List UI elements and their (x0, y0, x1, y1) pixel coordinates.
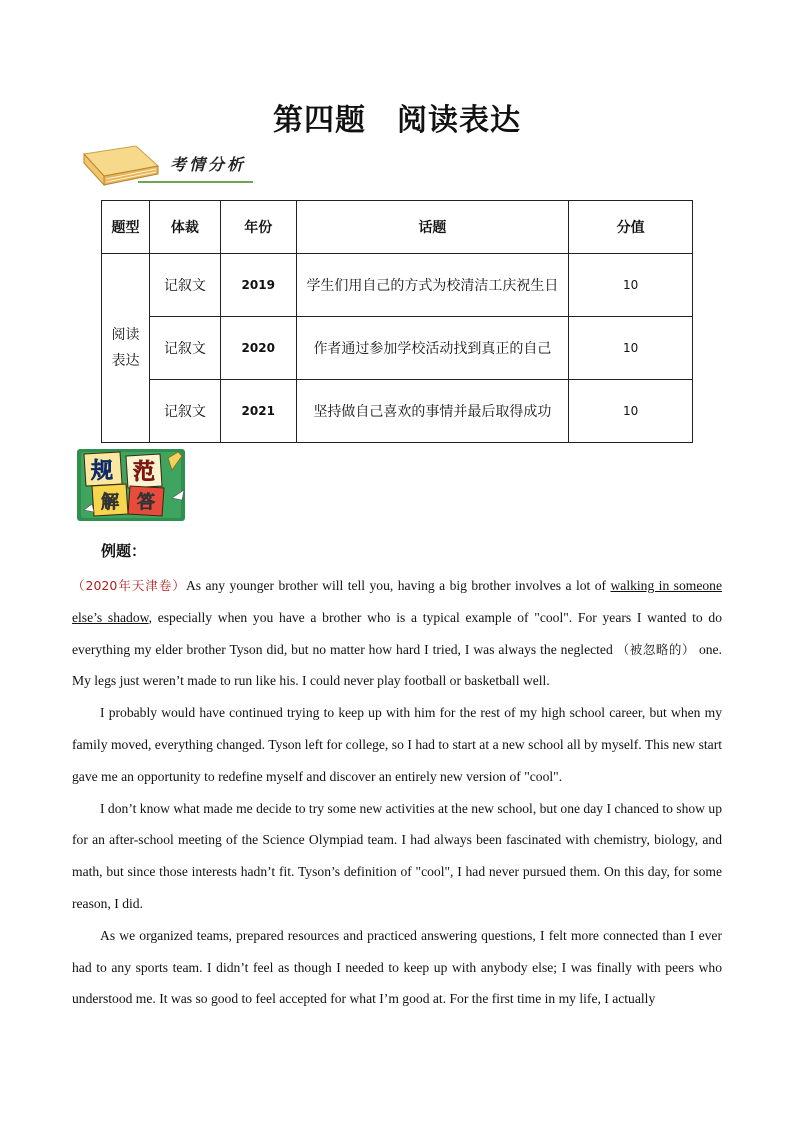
banner-label: 考情分析 (170, 155, 247, 174)
header-topic: 话题 (296, 201, 568, 254)
exam-analysis-banner (78, 142, 258, 192)
passage-source: （2020年天津卷） (72, 578, 186, 593)
header-genre: 体裁 (149, 201, 220, 254)
passage-text: As any younger brother will tell you, having a big brother involves a lot of (185, 578, 611, 593)
score-cell: 10 (569, 317, 693, 380)
year-cell: 2021 (220, 380, 296, 443)
badge-char-4: 答 (137, 492, 155, 513)
type-cell (102, 254, 150, 443)
chinese-gloss: （被忽略的） (616, 641, 696, 657)
table-row (102, 380, 693, 443)
page-title: 第四题 阅读表达 (273, 103, 521, 138)
header-score: 分值 (569, 201, 693, 254)
badge-char-3: 解 (101, 492, 119, 513)
example-label: 例题： (101, 542, 147, 560)
reading-passage (72, 570, 722, 1015)
standard-answer-banner (76, 448, 186, 522)
badge-char-2: 范 (132, 460, 156, 485)
passage-text: one. My legs just weren’t made to run like his. I could never play football or basketball well. (72, 641, 722, 689)
passage-text: , especially when you have a brother who is a typical example of "cool". For years I wanted to do everything my elder brother Tyson did, but no matter how hard I tried, I was always the neglected (72, 609, 723, 657)
underlined-phrase: walking in someone else’s shadow (72, 578, 722, 625)
header-type: 题型 (102, 201, 150, 254)
table-header-row (102, 201, 693, 254)
passage-paragraph-3: I don’t know what made me decide to try some new activities at the new school, but one day I chanced to show up for an after-school meeting of the Science Olympiad team. I had always been fascinated with chemistry, biology, and math, but since those interests hadn’t fit. Tyson’s definition of "cool", I had never pursued them. On this day, for some reason, I did. (72, 800, 722, 911)
score-cell: 10 (569, 380, 693, 443)
year-cell: 2019 (220, 254, 296, 317)
topic-cell: 学生们用自己的方式为校清洁工庆祝生日 (296, 254, 568, 317)
type-cell-text: 阅读 表达 (111, 327, 140, 369)
genre-cell: 记叙文 (149, 254, 220, 317)
header-year: 年份 (220, 201, 296, 254)
topic-cell: 作者通过参加学校活动找到真正的自己 (296, 317, 568, 380)
exam-info-table (101, 200, 693, 443)
genre-cell: 记叙文 (149, 317, 220, 380)
topic-cell: 坚持做自己喜欢的事情并最后取得成功 (296, 380, 568, 443)
score-cell: 10 (569, 254, 693, 317)
table-row (102, 254, 693, 317)
genre-cell: 记叙文 (149, 380, 220, 443)
standard-answer-badge-icon (76, 448, 186, 522)
badge-char-1: 规 (90, 459, 114, 484)
passage-paragraph-2: I probably would have continued trying to keep up with him for the rest of my high school career, but when my family moved, everything changed. Tyson left for college, so I had to start at a new school all by myself. This new start gave me an opportunity to redefine myself and discover an entirely new version of "cool". (72, 705, 722, 784)
year-cell: 2020 (220, 317, 296, 380)
passage-paragraph-1 (72, 570, 722, 697)
table-row (102, 317, 693, 380)
passage-paragraph-4: As we organized teams, prepared resources and practiced answering questions, I felt more connected than I ever had to any sports team. I didn’t feel as though I needed to keep up with anybody else; I was finally with peers who understood me. It was so good to feel accepted for what I’m good at. For the first time in my life, I actually (72, 927, 722, 1007)
